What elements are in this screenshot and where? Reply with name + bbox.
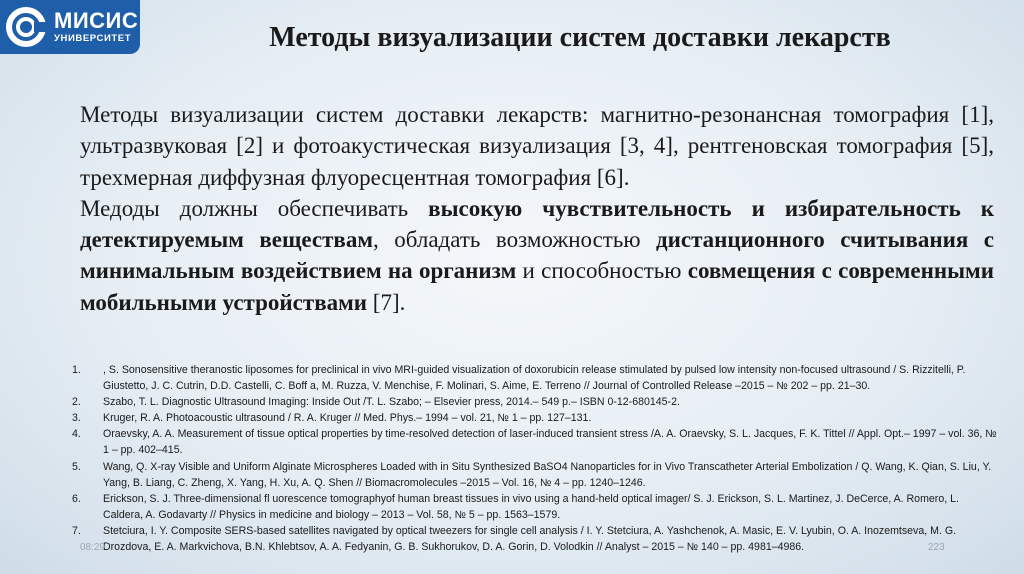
reference-number: 2. [72, 396, 81, 409]
req-bold-3: совмещения с современными мобильными устройствами [80, 258, 994, 315]
reference-number: 5. [72, 460, 81, 473]
req-text-1: Медоды должны обеспечивать [80, 195, 429, 221]
footer-time: 08:29 [80, 542, 106, 553]
logo-subtitle: УНИВЕРСИТЕТ [54, 33, 132, 45]
reference-text: Erickson, S. J. Three-dimensional fl uorescence tomographyof human breast tissues in vivo using a hand-held optical imager/ S. J. Erickson, S. L. Martinez, J. DeCerce, A. Romero, L. Caldera, A. Godavarty // Physics in medicine and biology – 2013 – Vol. 58, № 5 – pp. 1563–1579. [103, 492, 959, 521]
reference-item [72, 491, 997, 523]
reference-number: 7. [72, 524, 81, 537]
reference-text: Szabo, T. L. Diagnostic Ultrasound Imaging: Inside Out /T. L. Szabo; – Elsevier press, 2014.– 549 p.– ISBN 0-12-680145-2. [103, 396, 680, 409]
reference-item [72, 362, 997, 394]
slide-body [80, 99, 994, 318]
req-bold-2: дистанционного считывания с минимальным воздействием на организм [80, 227, 995, 284]
slide-title: Методы визуализации систем доставки лекарств [269, 22, 891, 53]
reference-number: 3. [72, 412, 81, 425]
reference-item [72, 394, 997, 410]
req-bold-1: высокую чувствительность и избирательность к детектируемым веществам [80, 195, 995, 253]
reference-text: , S. Sonosensitive theranostic liposomes for preclinical in vivo MRI-guided visualization of doxorubicin release stimulated by pulsed low intensity non-focused ultrasound / S. Rizzitelli, P. Giustetto, J. C. Cutrin, D.D. Castelli, C. Boff a, M. Ruzza, V. Menchise, F. Molinari, S. Aime, E. Terreno // Journal of Controlled Release –2015 – № 202 – pp. 21–30. [103, 364, 966, 393]
paragraph-requirements [80, 193, 994, 318]
reference-item [72, 410, 997, 426]
req-text-4: [7]. [367, 289, 406, 315]
reference-item [72, 459, 997, 491]
reference-number: 1. [72, 364, 81, 376]
reference-text: Kruger, R. A. Photoacoustic ultrasound / R. A. Kruger // Med. Phys.– 1994 – vol. 21, № 1 – pp. 127–131. [103, 412, 592, 425]
slide-number: 223 [928, 542, 945, 553]
req-text-3: и способностью [516, 258, 688, 284]
misis-logo-icon [4, 5, 48, 49]
req-text-2: , обладать возможностью [373, 227, 656, 253]
reference-item [72, 426, 997, 458]
paragraph-methods: Методы визуализации систем доставки лекарств: магнитно-резонансная томография [1], ультразвуковая [2] и фотоакустическая визуализация [3, 4], рентгеновская томография [5], трехмерная диффузная флуоресцентная томография [6]. [80, 102, 994, 190]
references-list [72, 362, 997, 555]
reference-number: 4. [72, 428, 81, 441]
reference-number: 6. [72, 492, 81, 505]
reference-item [72, 523, 997, 555]
reference-text: Wang, Q. X-ray Visible and Uniform Alginate Microspheres Loaded with in Situ Synthesized BaSO4 Nanoparticles for in Vivo Transcatheter Arterial Embolization / Q. Wang, K. Qian, S. Liu, Y. Yang, B. Liang, C. Zheng, X. Yang, H. Xu, A. Q. Shen // Biomacromolecules –2015 – Vol. 16, № 4 – pp. 1240–1246. [103, 460, 992, 489]
reference-text: Stetciura, I. Y. Composite SERS-based satellites navigated by optical tweezers for single cell analysis / I. Y. Stetciura, A. Yashchenok, A. Masic, E. V. Lyubin, O. A. Inozemtseva, M. G. Drozdova, E. A. Markvichova, B.N. Khlebtsov, A. A. Fedyanin, G. B. Sukhorukov, D. A. Gorin, D. Volodkin // Analyst – 2015 – № 140 – pp. 4981–4986. [103, 524, 957, 554]
reference-text: Oraevsky, A. A. Measurement of tissue optical properties by time-resolved detection of laser-induced transient stress /A. A. Oraevsky, S. L. Jacques, F. K. Tittel // Appl. Opt.– 1997 – vol. 36, № 1 – pp. 402–415. [103, 428, 997, 457]
logo-name: МИСИС [54, 8, 139, 34]
misis-logo[interactable] [0, 0, 140, 54]
